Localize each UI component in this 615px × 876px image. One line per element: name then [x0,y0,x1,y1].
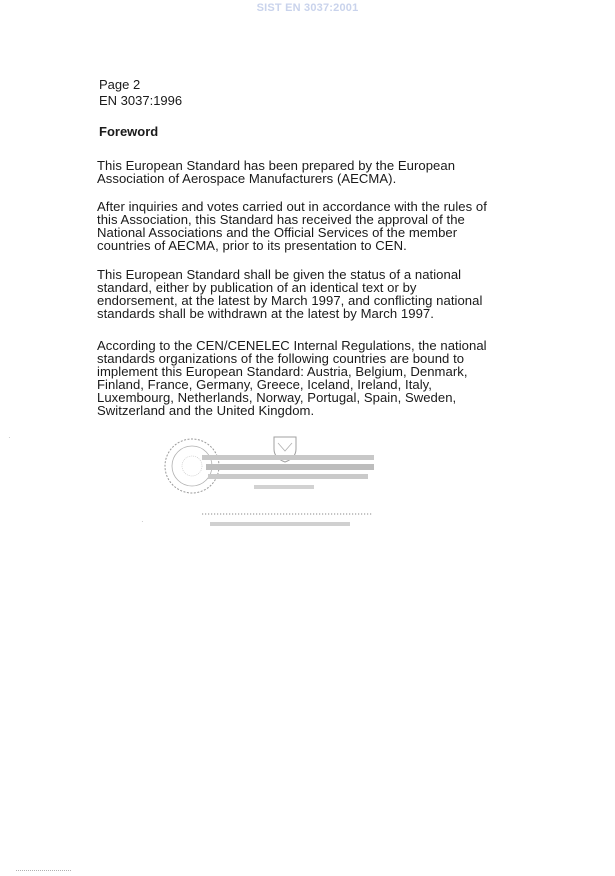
watermark: SIST EN 3037:2001 [256,2,359,14]
scan-speck: · [8,433,11,442]
paragraph-2: After inquiries and votes carried out in accordance with the rules of this Association, this Standard has received the approval of the National Associations and the Official Services of the member countries of AECMA, prior to its presentation to CEN. [97,199,487,253]
page-number: Page 2 [99,77,141,92]
paragraph-3: This European Standard shall be given the status of a national standard, either by publication of an identical text or by endorsement, at the latest by March 1997, and conflicting national standards shall be withdrawn at the latest by March 1997. [97,267,483,321]
section-title: Foreword [99,124,159,139]
scan-artifact-line [16,870,71,872]
document-id: EN 3037:1996 [99,93,183,108]
official-stamp [162,433,382,533]
scan-speck: · [141,517,144,526]
paragraph-4: According to the CEN/CENELEC Internal Regulations, the national standards organizations of the following countries are bound to implement this European Standard: Austria, Belgium, Denmark, Finland, France, Germany, Greece, Iceland, Ireland, Italy, Luxembourg, Netherlands, Norway, Portugal, Spain, Sweden, Switzerland and the United Kingdom. [97,338,487,418]
stamp-seal-graphic [162,433,382,533]
page-header [99,77,182,109]
paragraph-1: This European Standard has been prepared by the European Association of Aerospace Manufacturers (AECMA). [97,158,456,186]
